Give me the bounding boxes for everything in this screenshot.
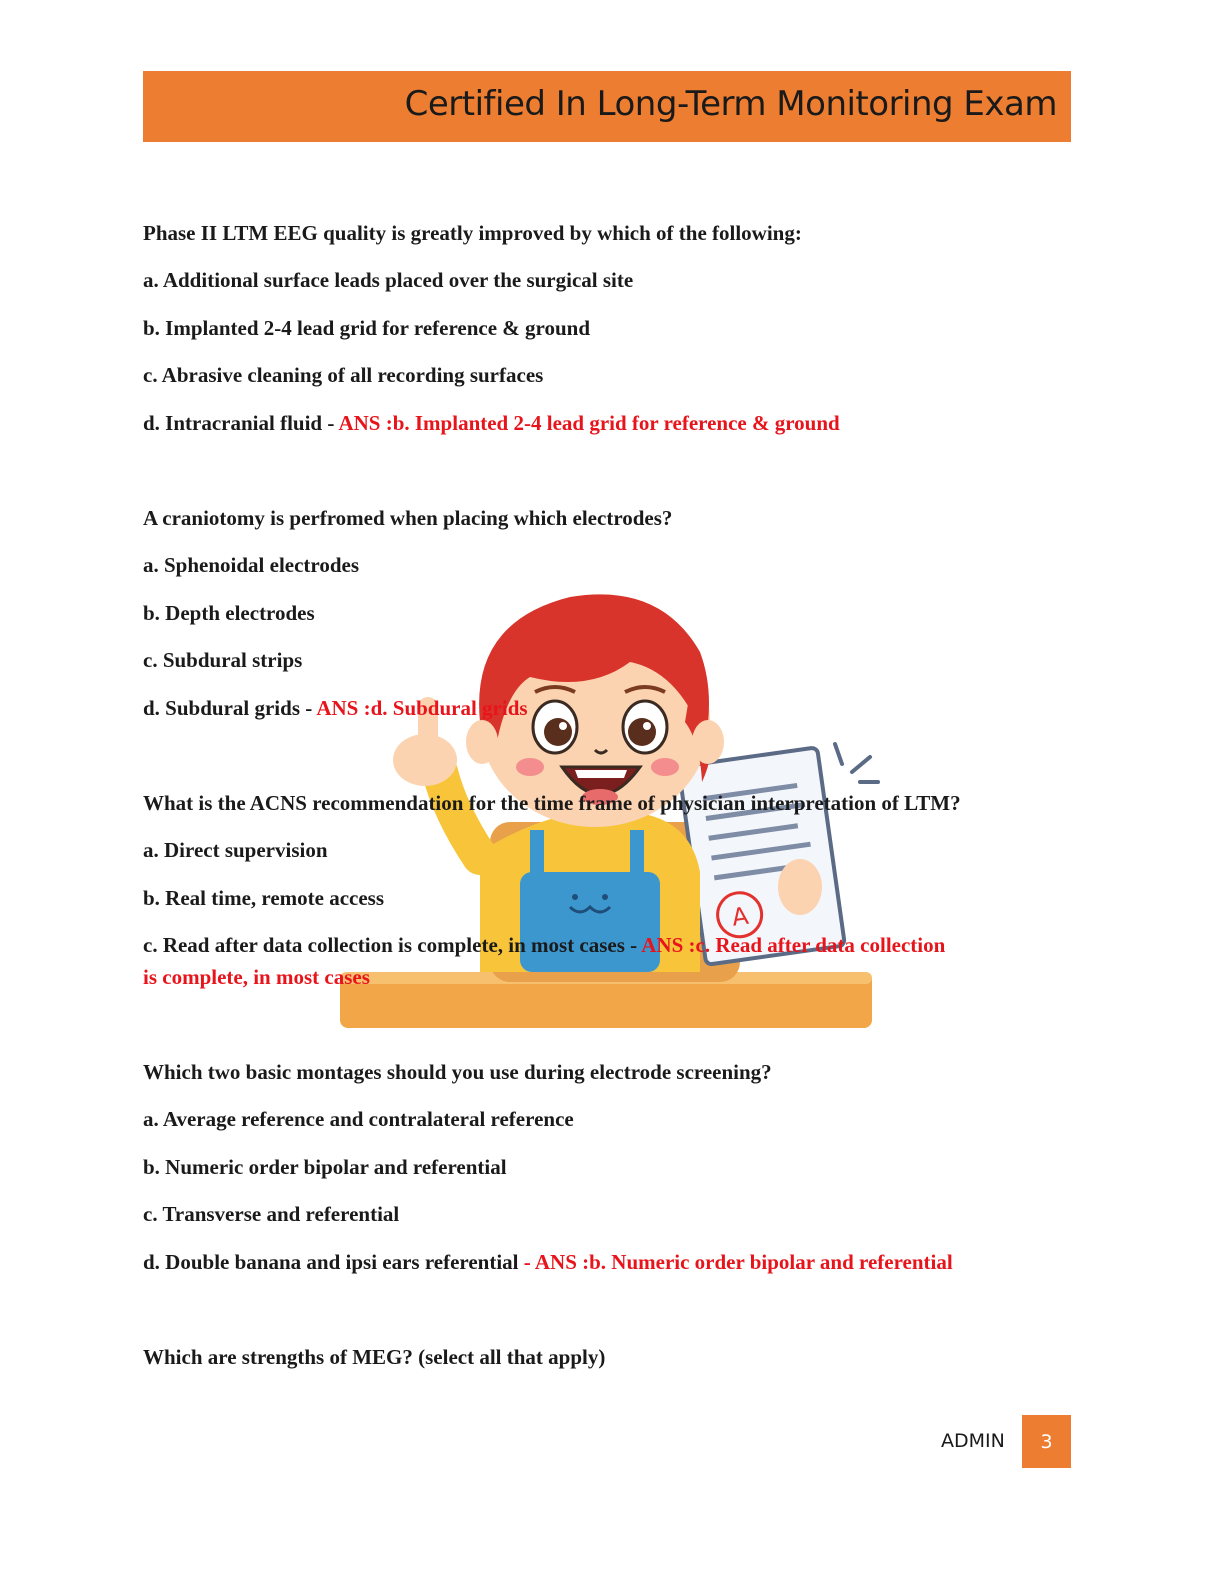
svg-text:A: A [730, 901, 751, 932]
answer-key: ANS :c. Read after data collection [641, 933, 946, 957]
question-stem: A craniotomy is perfromed when placing which electrodes? [143, 506, 673, 530]
answer-option-with-key [143, 1248, 953, 1276]
answer-option: c. Abrasive cleaning of all recording surfaces [143, 363, 544, 387]
question-stem: What is the ACNS recommendation for the time frame of physician interpretation of LTM? [143, 791, 961, 815]
answer-key: - ANS :b. Numeric order bipolar and referential [523, 1250, 953, 1274]
question-stem: Phase II LTM EEG quality is greatly improved by which of the following: [143, 221, 802, 245]
page-title: Certified In Long-Term Monitoring Exam [404, 84, 1057, 124]
header-bar [143, 71, 1071, 142]
footer-label: ADMIN [941, 1430, 1005, 1452]
answer-option-with-key [143, 694, 528, 722]
answer-option: b. Implanted 2-4 lead grid for reference & ground [143, 316, 591, 340]
answer-option: b. Numeric order bipolar and referential [143, 1155, 507, 1179]
answer-option: d. Intracranial fluid - [143, 411, 339, 435]
answer-option: a. Direct supervision [143, 838, 328, 862]
answer-option: c. Read after data collection is complete, in most cases - [143, 933, 642, 957]
answer-option: d. Double banana and ipsi ears referential [143, 1250, 524, 1274]
answer-key-continued: is complete, in most cases [143, 965, 370, 989]
answer-option: b. Depth electrodes [143, 601, 315, 625]
question-stem: Which are strengths of MEG? (select all that apply) [143, 1345, 606, 1369]
question-stem: Which two basic montages should you use during electrode screening? [143, 1060, 772, 1084]
page-number-badge [1022, 1415, 1071, 1468]
answer-option: c. Subdural strips [143, 648, 303, 672]
answer-option-with-key [143, 931, 945, 959]
page-number: 3 [1040, 1430, 1053, 1453]
answer-key: ANS :d. Subdural grids [316, 696, 528, 720]
answer-key: ANS :b. Implanted 2-4 lead grid for reference & ground [338, 411, 840, 435]
answer-option: a. Additional surface leads placed over the surgical site [143, 268, 634, 292]
answer-option-with-key [143, 409, 840, 437]
answer-option: d. Subdural grids - [143, 696, 317, 720]
answer-option: a. Average reference and contralateral reference [143, 1107, 574, 1131]
answer-option: b. Real time, remote access [143, 886, 385, 910]
answer-option: a. Sphenoidal electrodes [143, 553, 360, 577]
answer-option: c. Transverse and referential [143, 1202, 400, 1226]
